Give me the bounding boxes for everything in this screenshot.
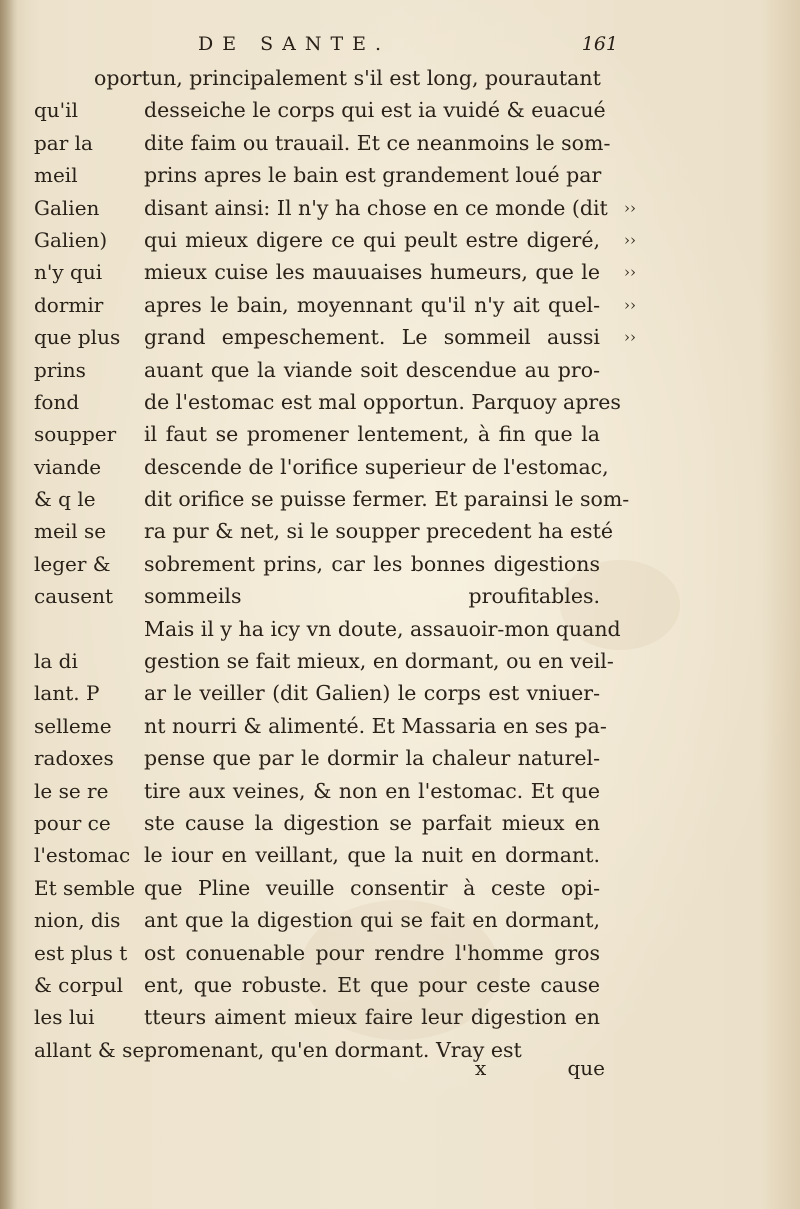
line-text: sommeils proufitables. [144, 584, 600, 609]
text-line [34, 580, 600, 612]
marginal-fragment: qu'il [34, 98, 78, 123]
text-line [34, 677, 600, 709]
gutter-shadow [0, 0, 18, 1209]
marginal-fragment: leger & [34, 551, 111, 576]
page-number: 161 [581, 33, 618, 55]
marginal-fragment: viande [34, 454, 102, 479]
line-text: Mais il y ha icy vn doute, assauoir-mon quand [144, 616, 621, 641]
text-line [34, 904, 600, 936]
text-line [34, 256, 636, 288]
line-text: mieux cuise les mauuaises humeurs, que le [144, 260, 600, 285]
line-text: ant que la digestion qui se fait en dormant, [144, 908, 600, 933]
marginal-fragment: lant. P [34, 681, 100, 706]
line-text: pense que par le dormir la chaleur naturel- [144, 746, 600, 771]
running-title: DE SANTE. [198, 33, 391, 55]
text-line [34, 159, 600, 191]
signature-mark: x [475, 1056, 487, 1080]
text-line [34, 775, 600, 807]
line-text: le iour en veillant, que la nuit en dormant. [144, 843, 600, 868]
text-line [34, 94, 606, 126]
marginal-fragment: & q le [34, 487, 96, 512]
page-header [150, 33, 630, 57]
marginal-fragment: par la [34, 130, 93, 155]
text-line [34, 515, 613, 547]
quote-mark: ›› [624, 263, 636, 282]
line-text: ste cause la digestion se parfait mieux en [144, 810, 600, 835]
line-text: de l'estomac est mal opportun. Parquoy apres [144, 389, 621, 414]
line-text: gestion se fait mieux, en dormant, ou en veil- [144, 649, 614, 674]
text-line [34, 1001, 600, 1033]
text-line [34, 548, 600, 580]
quote-mark: ›› [624, 328, 636, 347]
line-text: descende de l'orifice superieur de l'estomac, [144, 454, 609, 479]
line-text: sobrement prins, car les bonnes digestions [144, 551, 600, 576]
marginal-fragment: soupper [34, 422, 117, 447]
marginal-fragment: nion, dis [34, 908, 121, 933]
line-text: disant ainsi: Il n'y ha chose en ce monde (dit [144, 195, 608, 220]
text-line [34, 710, 607, 742]
marginal-fragment: n'y qui [34, 260, 103, 285]
marginal-fragment: causent [34, 584, 114, 609]
line-text: ar le veiller (dit Galien) le corps est vniuer- [144, 681, 600, 706]
page-footer [465, 1056, 605, 1086]
text-line [34, 224, 636, 256]
line-text: il faut se promener lentement, à fin que la [144, 422, 600, 447]
line-text: promenant, qu'en dormant. Vray est [144, 1037, 522, 1062]
marginal-fragment: l'estomac [34, 843, 131, 868]
line-text: grand empeschement. Le sommeil aussi [144, 325, 600, 350]
text-line [34, 386, 621, 418]
catchword: que [567, 1056, 605, 1080]
marginal-fragment: que plus [34, 325, 121, 350]
text-line [34, 192, 636, 224]
marginal-fragment: les lui [34, 1005, 95, 1030]
marginal-fragment: est plus t [34, 940, 128, 965]
text-line [34, 62, 600, 94]
line-text: auant que la viande soit descendue au pro- [144, 357, 600, 382]
marginal-fragment: la di [34, 649, 78, 674]
text-line [34, 969, 600, 1001]
text-line [34, 418, 600, 450]
marginal-fragment: allant & se [34, 1037, 145, 1062]
body-text [34, 62, 636, 1066]
line-text: ent, que robuste. Et que pour ceste cause [144, 972, 600, 997]
text-line [34, 645, 614, 677]
line-text: que Pline veuille consentir à ceste opi- [144, 875, 600, 900]
text-line [34, 872, 600, 904]
text-line [34, 321, 636, 353]
marginal-fragment: dormir [34, 292, 104, 317]
quote-mark: ›› [624, 295, 636, 314]
quote-mark: ›› [624, 198, 636, 217]
text-line [34, 483, 630, 515]
line-text: prins apres le bain est grandement loué par [144, 163, 602, 188]
marginal-fragment: Et semble [34, 875, 136, 900]
line-text: nt nourri & alimenté. Et Massaria en ses pa- [144, 713, 607, 738]
line-text: ost conuenable pour rendre l'homme gros [144, 940, 600, 965]
marginal-fragment: Galien) [34, 227, 108, 252]
quote-mark: ›› [624, 230, 636, 249]
marginal-fragment: fond [34, 389, 80, 414]
marginal-fragment: meil se [34, 519, 107, 544]
marginal-fragment: meil [34, 163, 78, 188]
marginal-fragment: prins [34, 357, 86, 382]
line-text: ra pur & net, si le soupper precedent ha esté [144, 519, 613, 544]
marginal-fragment: selleme [34, 713, 112, 738]
marginal-fragment: radoxes [34, 746, 114, 771]
line-text: desseiche le corps qui est ia vuidé & euacué [144, 98, 606, 123]
text-line [34, 354, 600, 386]
line-text: oportun, principalement s'il est long, pourautant [94, 66, 601, 90]
text-line [34, 289, 636, 321]
line-text: dite faim ou trauail. Et ce neanmoins le som- [144, 130, 611, 155]
line-text: qui mieux digere ce qui peult estre digeré, [144, 227, 600, 252]
text-line [34, 613, 621, 645]
line-text: tire aux veines, & non en l'estomac. Et que [144, 778, 600, 803]
marginal-fragment: & corpul [34, 972, 124, 997]
line-text: dit orifice se puisse fermer. Et parainsi le som- [144, 487, 630, 512]
text-line [34, 807, 600, 839]
line-text: apres le bain, moyennant qu'il n'y ait quel- [144, 292, 600, 317]
text-line [34, 451, 609, 483]
marginal-fragment: Galien [34, 195, 100, 220]
text-line [34, 937, 600, 969]
marginal-fragment: pour ce [34, 810, 111, 835]
marginal-fragment: le se re [34, 778, 109, 803]
line-text: tteurs aiment mieux faire leur digestion en [144, 1005, 600, 1030]
text-line [34, 127, 611, 159]
text-line [34, 839, 600, 871]
text-line [34, 742, 600, 774]
